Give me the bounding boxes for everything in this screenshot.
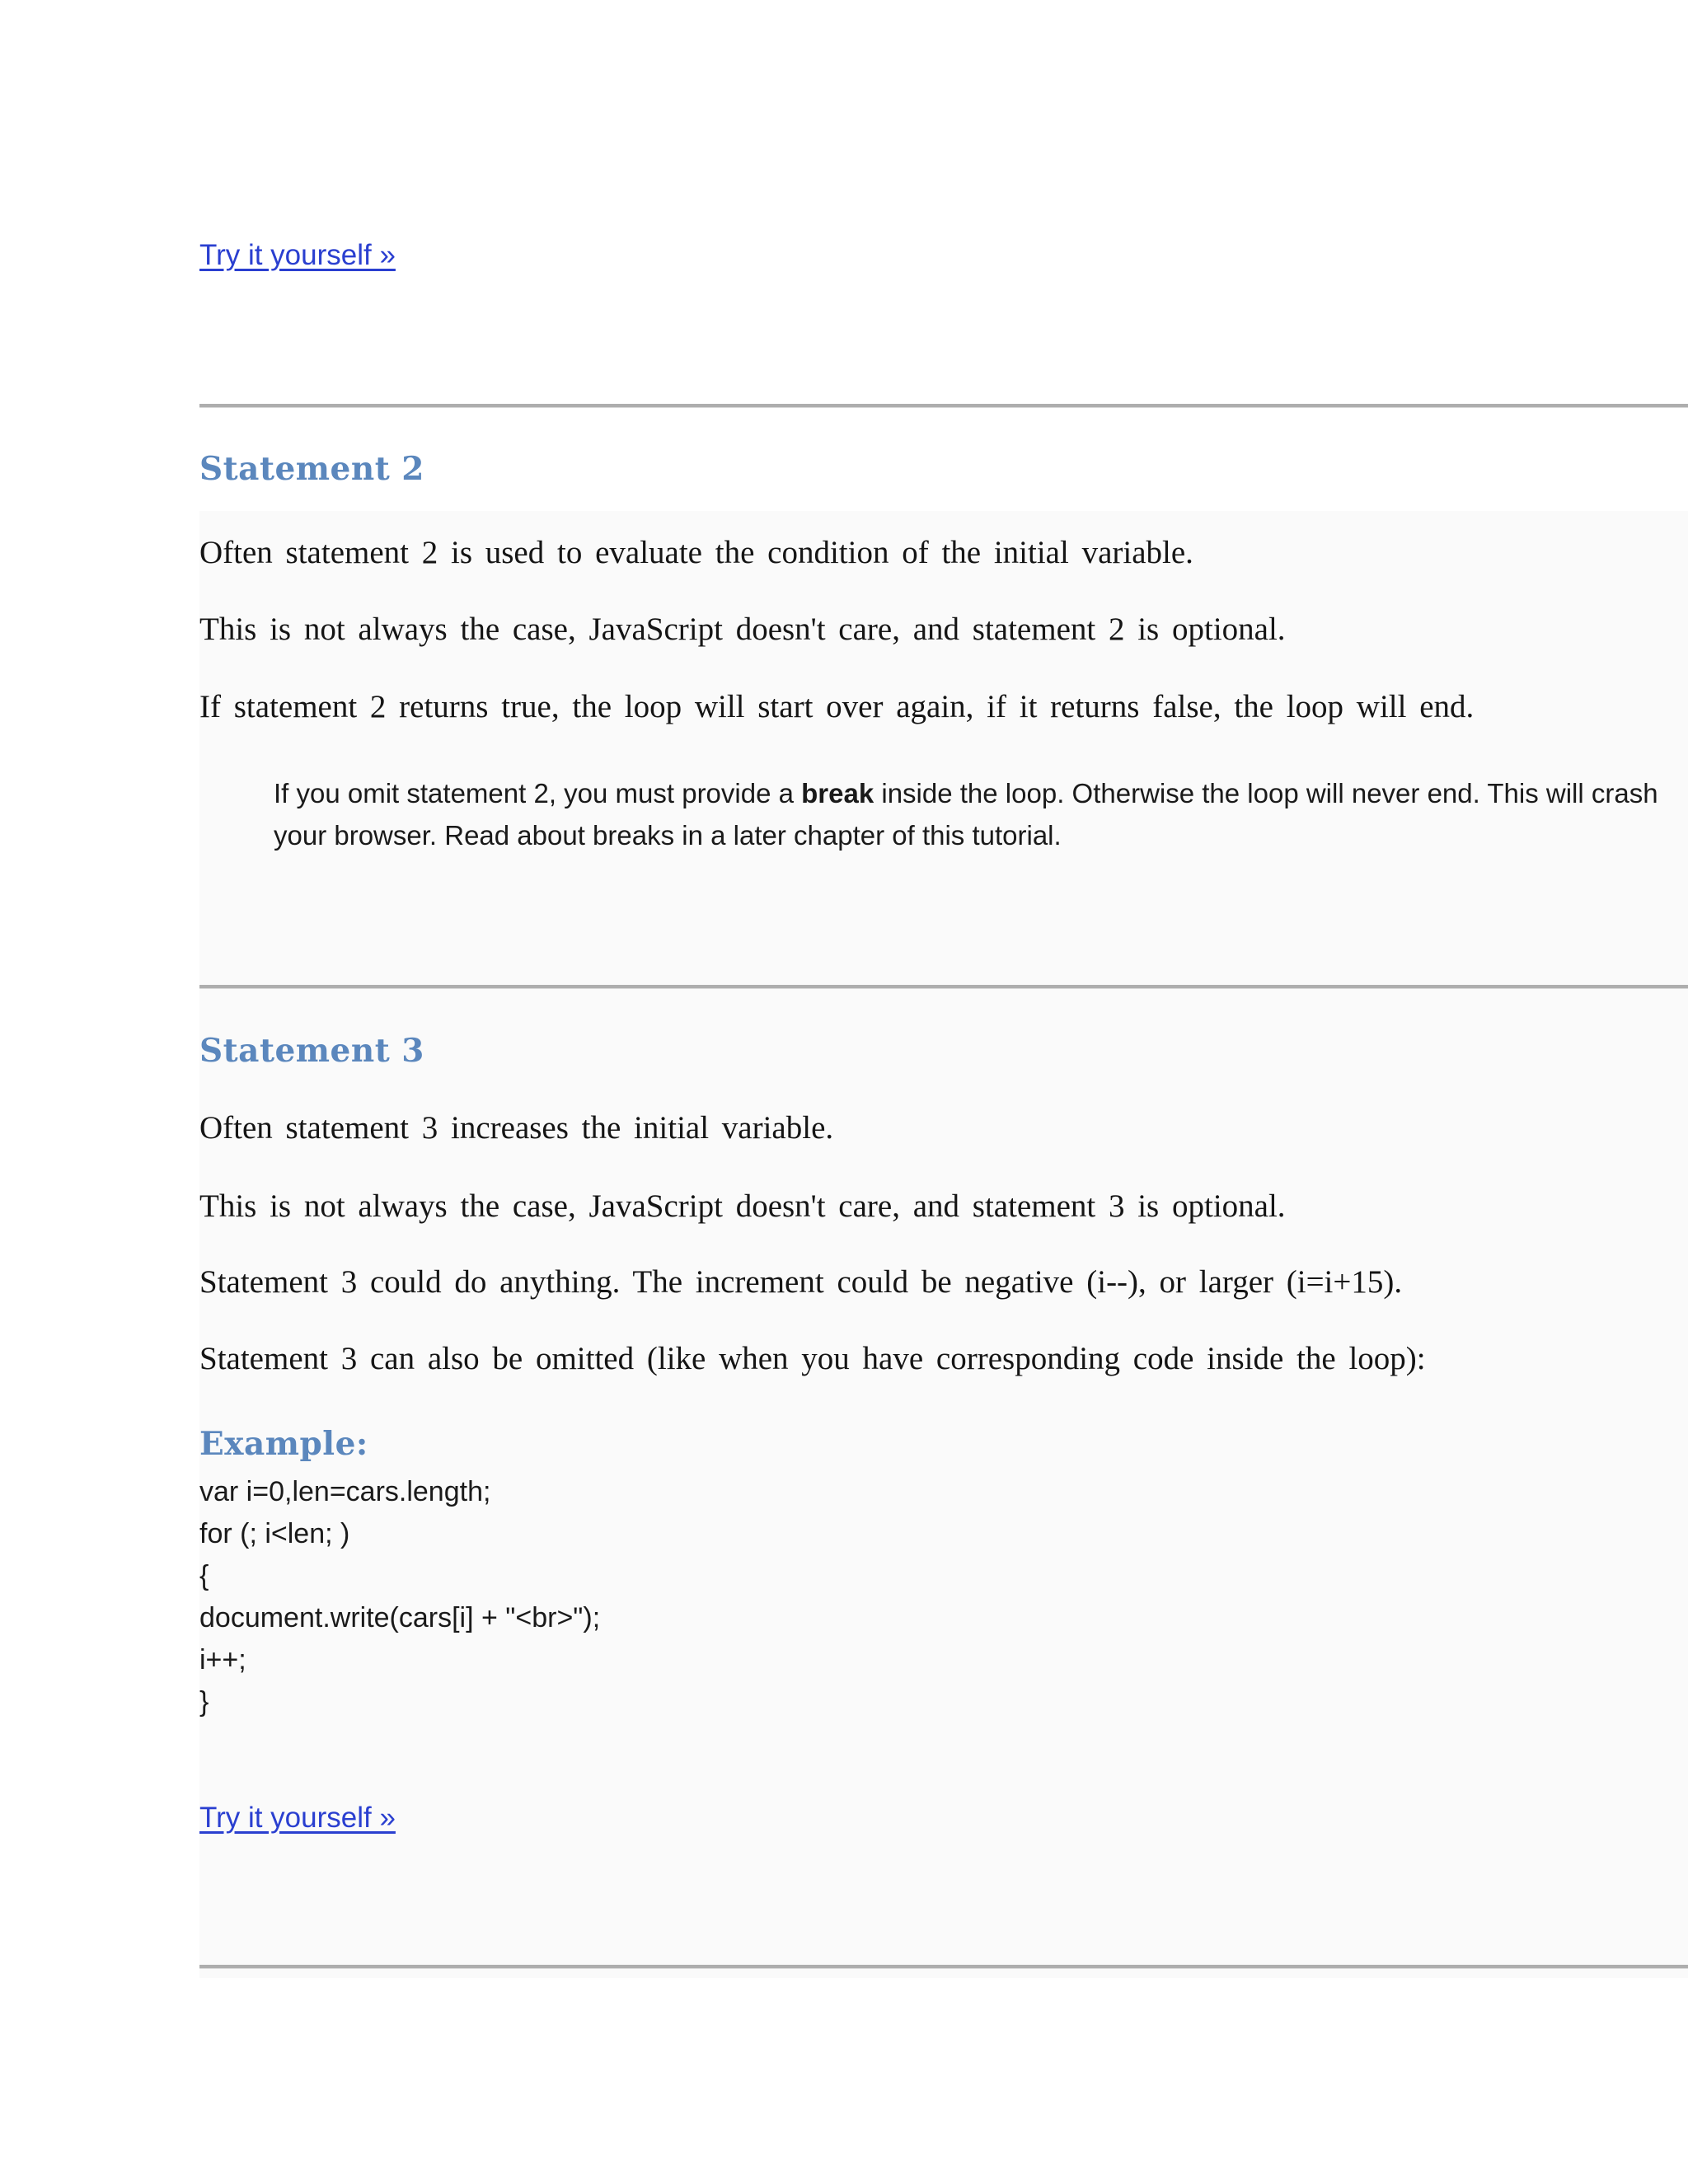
- section-divider: [199, 404, 1688, 408]
- statement-3-paragraph-3: Statement 3 could do anything. The increment could be negative (i--), or larger (i=i+15).: [199, 1264, 1403, 1300]
- try-it-yourself-link-top[interactable]: Try it yourself »: [199, 239, 396, 271]
- statement-3-paragraph-1: Often statement 3 increases the initial variable.: [199, 1110, 834, 1146]
- code-line: for (; i<len; ): [199, 1518, 350, 1549]
- section-divider: [199, 985, 1688, 989]
- statement-3-paragraph-2: This is not always the case, JavaScript doesn't care, and statement 3 is optional.: [199, 1188, 1286, 1224]
- code-line: i++;: [199, 1644, 246, 1675]
- statement-2-paragraph-2: This is not always the case, JavaScript doesn't care, and statement 2 is optional.: [199, 612, 1286, 647]
- section-divider: [199, 1965, 1688, 1969]
- try-it-yourself-link-bottom[interactable]: Try it yourself »: [199, 1802, 396, 1834]
- note-break-keyword: break: [801, 778, 874, 808]
- statement-2-paragraph-1: Often statement 2 is used to evaluate the condition of the initial variable.: [199, 535, 1193, 570]
- statement-2-heading: Statement 2: [199, 450, 424, 488]
- statement-3-heading: Statement 3: [199, 1032, 424, 1070]
- code-line: document.write(cars[i] + "<br>");: [199, 1602, 601, 1633]
- code-line: {: [199, 1560, 209, 1591]
- statement-2-note: [274, 772, 1658, 856]
- code-line: }: [199, 1686, 209, 1718]
- example-heading: Example:: [199, 1425, 368, 1463]
- code-line: var i=0,len=cars.length;: [199, 1476, 491, 1507]
- note-text-after: inside the loop. Otherwise the loop will never end. This will crash your browser. Read about breaks in a later chapter of this tutorial.: [274, 778, 1658, 851]
- note-text-before: If you omit statement 2, you must provide a: [274, 778, 802, 808]
- statement-3-paragraph-4: Statement 3 can also be omitted (like when you have corresponding code inside the loop):: [199, 1341, 1426, 1376]
- statement-2-paragraph-3: If statement 2 returns true, the loop will start over again, if it returns false, the loop will end.: [199, 689, 1475, 724]
